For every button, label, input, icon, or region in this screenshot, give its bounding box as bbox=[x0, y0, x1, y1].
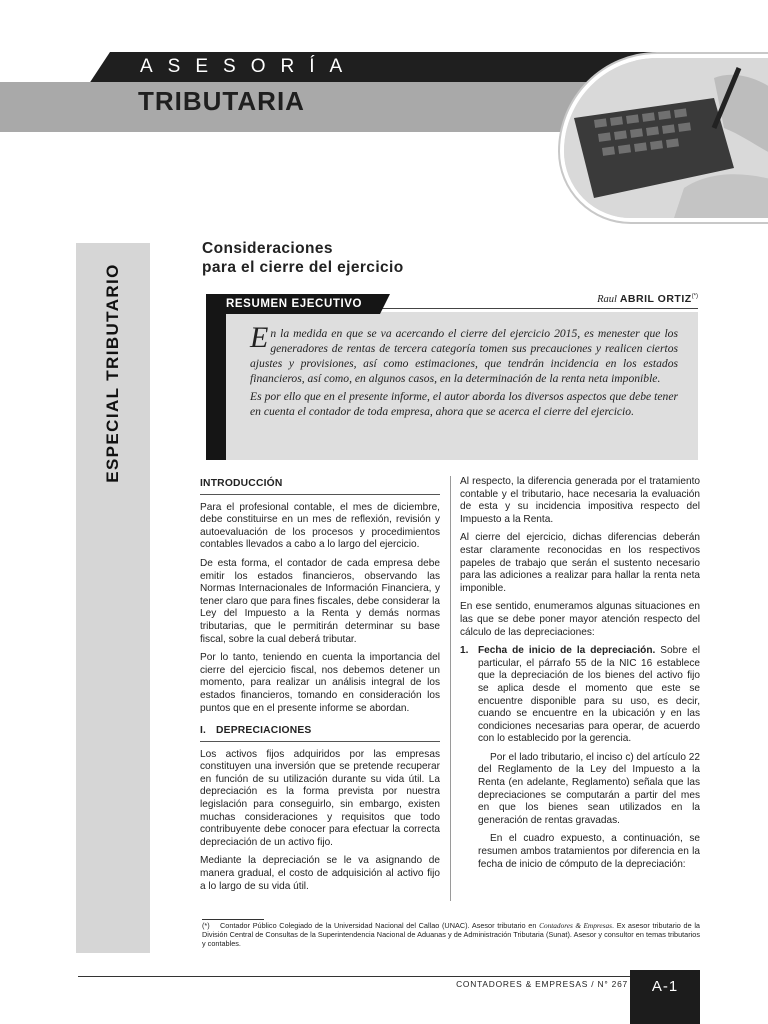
list-item-1 bbox=[460, 645, 700, 877]
footnote-rule bbox=[202, 919, 264, 920]
footer-rule bbox=[78, 976, 698, 977]
intro-paragraph-3: Por lo tanto, teniendo en cuenta la importancia del cierre del ejercicio fiscal, nos debemos detener un momento, para realizar un análisis integral de los estados financieros, tomando en consideración los puntos que en el presente informe se abordan. bbox=[200, 652, 440, 714]
right-paragraph-3: En ese sentido, enumeramos algunas situaciones en las que se debe poner mayor atención respecto del cálculo de las depreciaciones: bbox=[460, 601, 700, 638]
author-rule bbox=[380, 308, 698, 309]
right-paragraph-2: Al cierre del ejercicio, dichas diferencias deberán estar claramente reconocidas en los respectivos papeles de trabajo que serán el sustento necesario para las adiciones a realizar para hallar la renta neta imponible. bbox=[460, 532, 700, 594]
footnote-mark: (*) bbox=[202, 921, 210, 930]
list-item-1-text: Sobre el particular, el párrafo 55 de la NIC 16 establece que la depreciación de los bienes del activo fijo se aplica desde el momento que este se encuentre disponible para su uso, es decir, cuando se encuentre en la ubicación y en las condiciones necesarias para operar, de acuerdo con lo establecido por la gerencia. bbox=[478, 645, 700, 745]
resumen-label: RESUMEN EJECUTIVO bbox=[206, 294, 380, 314]
depreciaciones-heading bbox=[200, 725, 440, 742]
depreciaciones-paragraph-2: Mediante la depreciación se le va asignando de manera gradual, el costo de adquisición al activo fijo a lo largo de su vida útil. bbox=[200, 855, 440, 892]
resumen-stripe bbox=[206, 294, 226, 460]
right-paragraph-1: Al respecto, la diferencia generada por el tratamiento contable y el tributario, hace necesaria la evaluación de esta y su incidencia impositiva respecto del Impuesto a la Renta. bbox=[460, 476, 700, 525]
list-item-1-paragraph-2: Por el lado tributario, el inciso c) del artículo 22 del Reglamento de la Ley del Impuesto a la Renta (en adelante, Reglamento) señala que las depreciaciones se computarán a partir del mes en que los bienes sean utilizados en la generación de rentas gravadas. bbox=[478, 751, 700, 826]
resumen-p1-text: n la medida en que se va acercando el cierre del ejercicio 2015, es menester que los generadores de rentas de tercera categoría tomen sus precauciones y realicen ciertos ajustes y provisiones, así como estimaciones, que tendrán incidencia en los estados financieros, así como, en algunos casos, en la determinación de la renta neta imponible. bbox=[250, 327, 678, 385]
intro-heading: INTRODUCCIÓN bbox=[200, 478, 440, 495]
article-title bbox=[202, 239, 404, 277]
right-column bbox=[460, 476, 700, 877]
list-item-1-paragraph-1 bbox=[478, 645, 700, 746]
article-title-line1: Consideraciones bbox=[202, 240, 333, 257]
section-eyebrow: ASESORÍA bbox=[140, 56, 358, 77]
list-item-1-number: 1. bbox=[460, 645, 469, 657]
section-title: TRIBUTARIA bbox=[138, 86, 305, 116]
author-last-name: ABRIL ORTIZ bbox=[619, 293, 692, 305]
depreciaciones-heading-text: DEPRECIACIONES bbox=[216, 725, 312, 737]
article-title-line2: para el cierre del ejercicio bbox=[202, 259, 404, 276]
depreciaciones-number: I. bbox=[200, 725, 207, 737]
sidebar-label: ESPECIAL TRIBUTARIO bbox=[103, 263, 122, 483]
list-item-1-title: Fecha de inicio de la depreciación. bbox=[478, 645, 656, 657]
left-column bbox=[200, 478, 440, 899]
author-footnote-mark: (*) bbox=[691, 293, 698, 300]
resumen-dropcap: E bbox=[250, 321, 269, 354]
footnote bbox=[202, 921, 700, 949]
footnote-text-italic: Contadores & Empresas bbox=[539, 921, 612, 930]
resumen-text bbox=[250, 321, 678, 422]
resumen-paragraph-2: Es por ello que en el presente informe, el autor aborda los diversos aspectos que debe tener en cuenta el contador de toda empresa, ahora que se acerca el cierre del ejercicio. bbox=[250, 390, 678, 418]
sidebar-label-box bbox=[76, 243, 150, 503]
author-first-name: Raul bbox=[597, 294, 617, 305]
footnote-text-a: Contador Público Colegiado de la Universidad Nacional del Callao (UNAC). Asesor tributario en bbox=[220, 921, 540, 930]
resumen-paragraph-1 bbox=[250, 321, 678, 386]
keyboard-hand-illustration bbox=[564, 58, 768, 218]
list-item-1-body bbox=[478, 645, 700, 877]
author-byline bbox=[540, 293, 698, 305]
intro-paragraph-2: De esta forma, el contador de cada empresa debe emitir los estados financieros, observando las Normas Internacionales de Información Financiera, y tener claro que para fines fiscales, debe considerar la Ley del Impuesto a la Renta y demás normas tributarias, que le permitirán determinar su base fiscal, sobre la cual deberá tributar. bbox=[200, 557, 440, 645]
intro-paragraph-1: Para el profesional contable, el mes de diciembre, debe constituirse en un mes de reflexión, revisión y autoevaluación de los procesos y procedimientos contables llevados a cabo a lo largo del ejercicio. bbox=[200, 501, 440, 551]
depreciaciones-paragraph-1: Los activos fijos adquiridos por las empresas constituyen una inversión que se pretende recuperar en función de su utilización durante su vida útil. La depreciación es la forma prevista por nuestra legislación para conseguirlo, sin embargo, existen muchas consideraciones y requisitos que todo contribuyente debe conocer para efectuar la correcta depreciación de un activo fijo. bbox=[200, 748, 440, 848]
footer-publication: CONTADORES & EMPRESAS / N° 267 bbox=[456, 979, 628, 989]
list-item-1-paragraph-3: En el cuadro expuesto, a continuación, se resumen ambos tratamientos por diferencia en la fecha de inicio de cómputo de la depreciación: bbox=[478, 833, 700, 870]
page-number: A-1 bbox=[630, 970, 700, 1024]
footnote-text-b: . Ex asesor tributario de la División Central de Consultas de la Superintendencia Nacional de Aduanas y de Administración Tributaria (Sunat). Asesor y consultor en temas tributarios y contables. bbox=[202, 921, 700, 949]
column-divider bbox=[450, 476, 451, 901]
header-photo bbox=[560, 54, 768, 222]
